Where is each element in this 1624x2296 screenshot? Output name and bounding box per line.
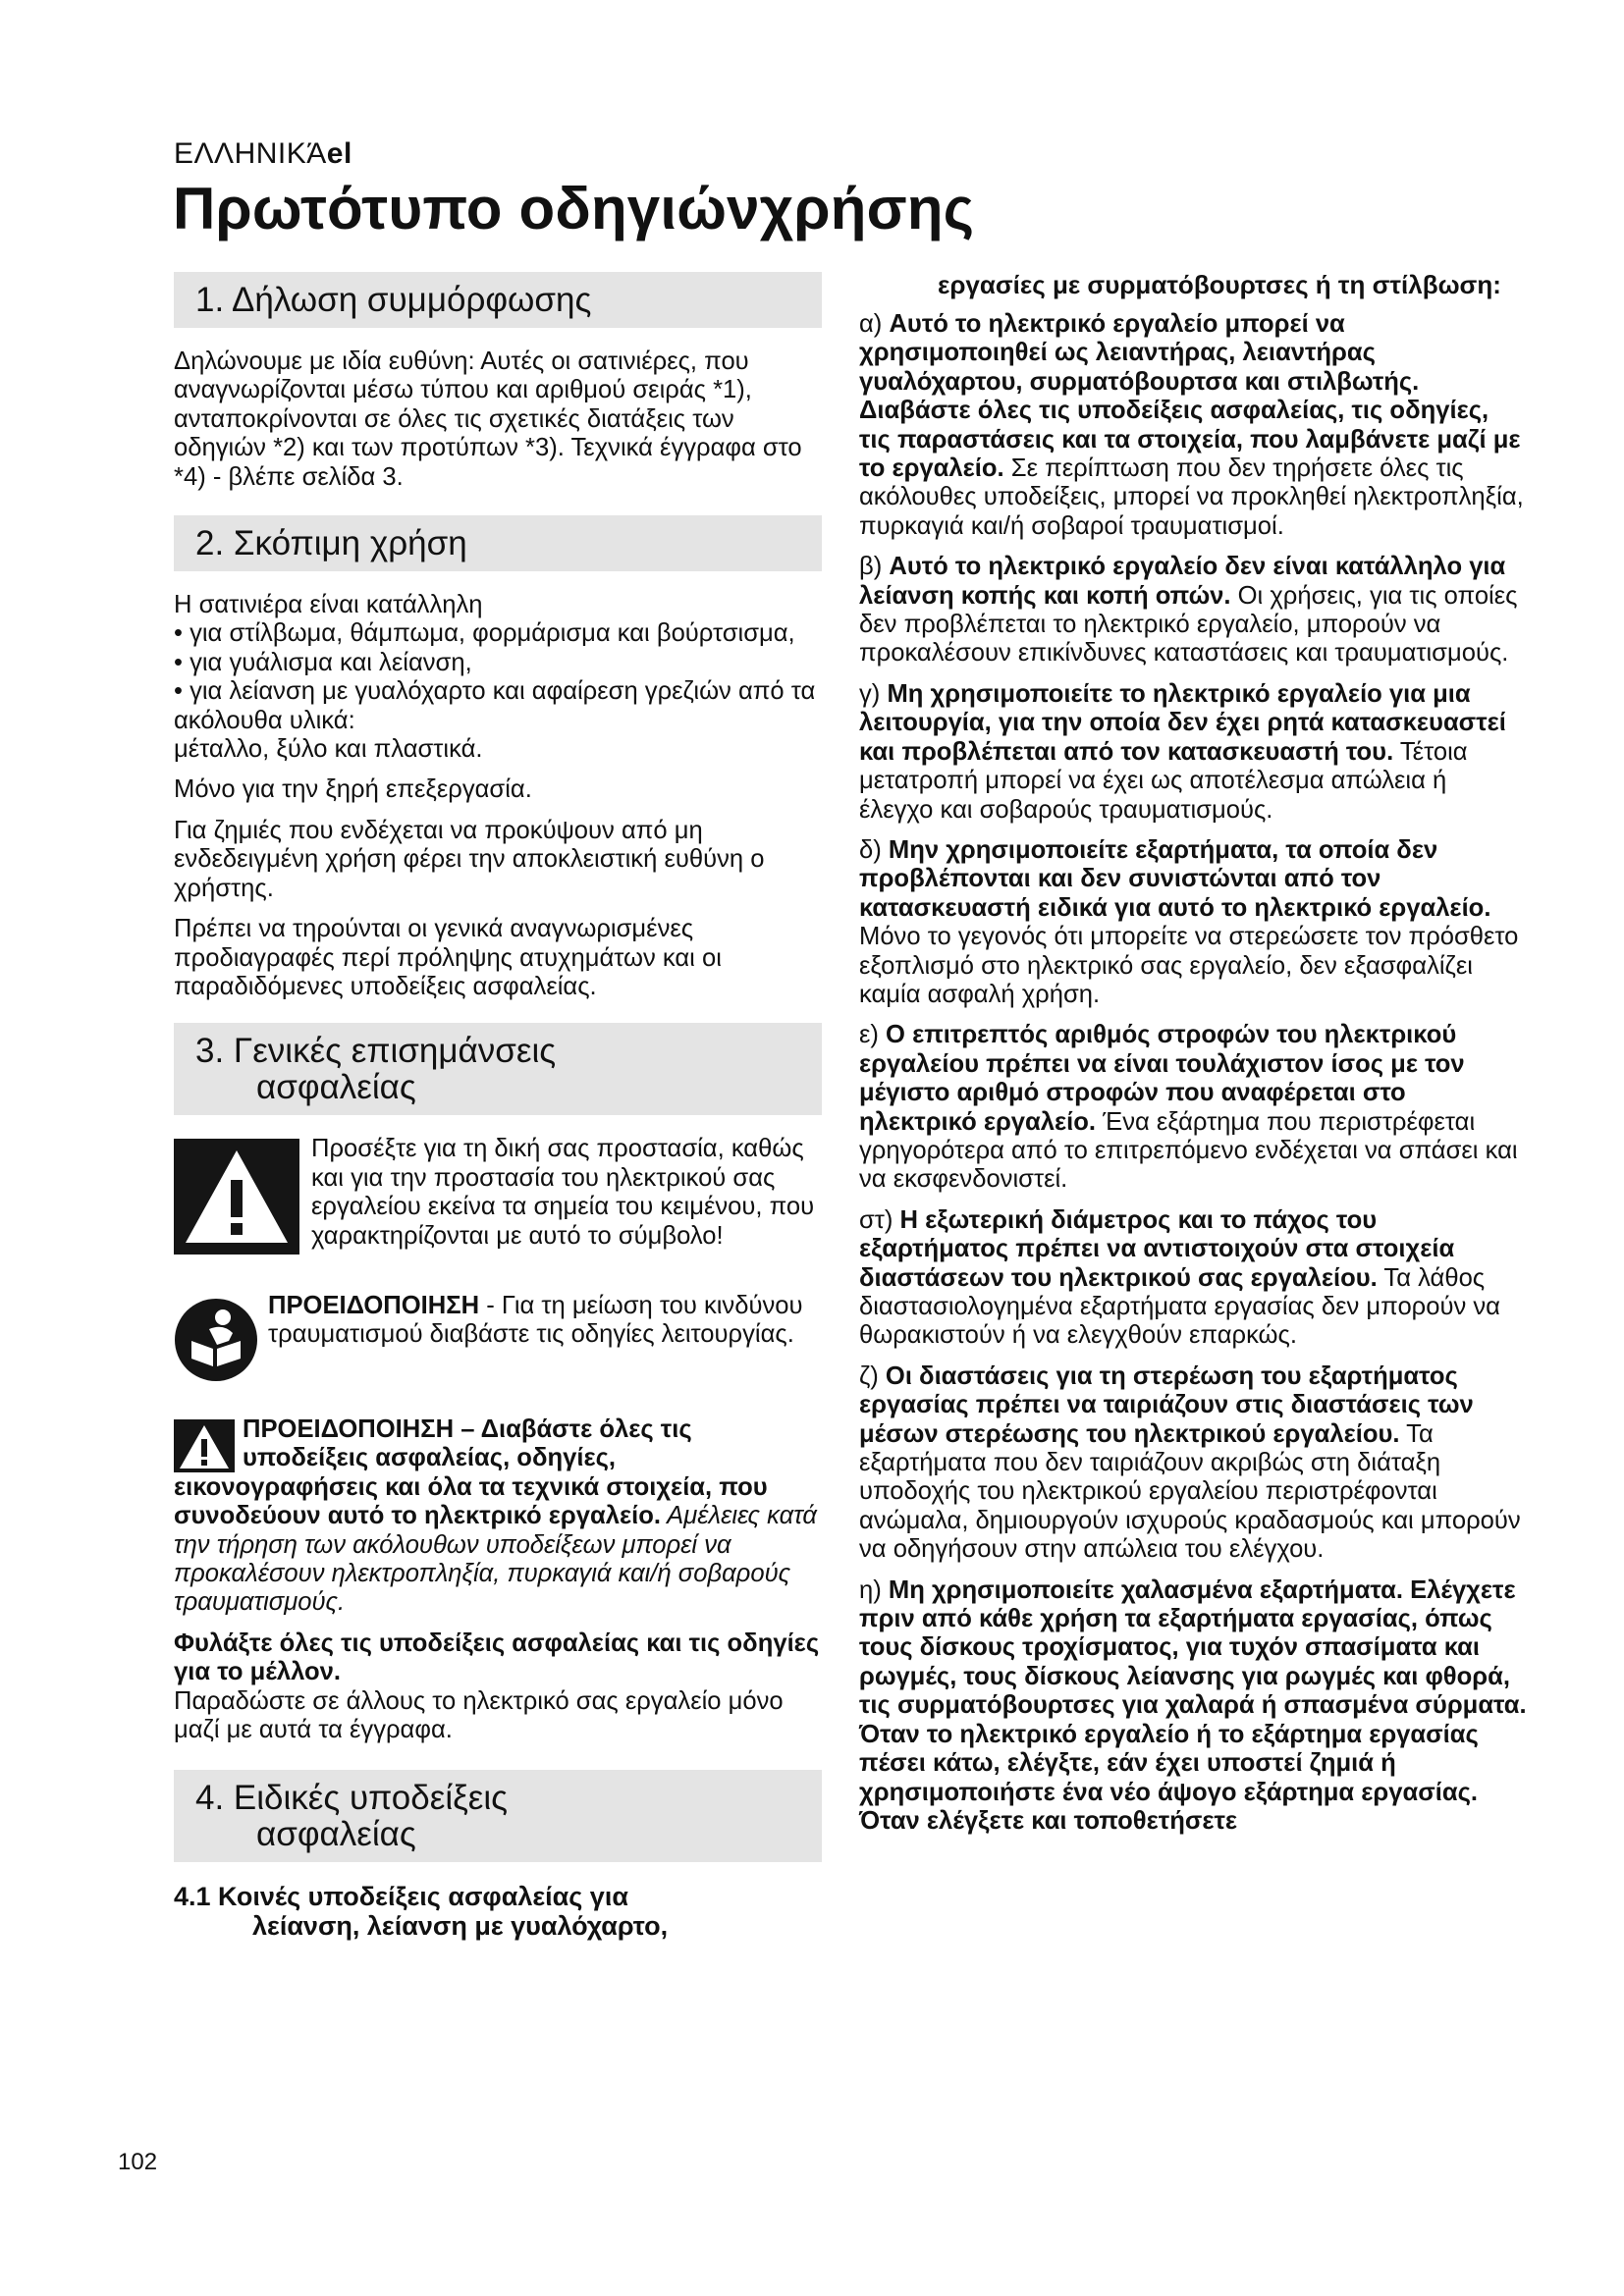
usage-line-3: • για γυάλισμα και λείανση,	[174, 648, 472, 676]
read-manual-text: ΠΡΟΕΙΔΟΠΟΙΗΣΗ - Για τη μείωση του κινδύνου τραυματισμού διαβάστε τις οδηγίες λειτουργίας.	[268, 1291, 803, 1349]
accident-prevention-text: Πρέπει να τηρούνται οι γενικά αναγνωρισμένες προδιαγραφές περί πρόληψης ατυχημάτων και οι παραδιδόμενες υποδείξεις ασφαλείας.	[174, 915, 722, 1000]
document-title: Πρωτότυπο οδηγιώνχρήσης	[173, 176, 975, 241]
item-g: ζ) Οι διαστάσεις για τη στερέωση του εξαρτήματος εργασίας πρέπει να ταιριάζουν στις διαστάσεις των μέσων στερέωσης του ηλεκτρικού εργαλείου. Τα εξαρτήματα που δεν ταιριάζουν ακριβώς στη διάταξη υποδοχής του ηλεκτρικού εργαλείου περιστρέφονται ανώμαλα, δημιουργούν ισχυρούς κραδασμούς και μπορούν να οδηγήσουν στην απώλεια του ελέγχου.	[859, 1362, 1521, 1564]
warning-note	[174, 1415, 822, 1618]
read-manual-note	[174, 1292, 822, 1388]
keep-instructions-text: Παραδώστε σε άλλους το ηλεκτρικό σας εργαλείο μόνο μαζί με αυτά τα έγγραφα.	[174, 1686, 784, 1743]
dry-only-text: Μόνο για την ξηρή επεξεργασία.	[174, 775, 532, 804]
language-label: ΕΛΛΗΝΙΚΆel	[174, 137, 352, 170]
section-1-heading: 1. Δήλωση συμμόρφωσης	[174, 272, 822, 328]
item-f: στ) Η εξωτερική διάμετρος και το πάχος του εξαρτήματος πρέπει να αντιστοιχούν στα στοιχεία διαστάσεων του ηλεκτρικού σας εργαλείου. Τα λάθος διαστασιολογημένα εξαρτήματα εργασίας δεν μπορούν να θωρακιστούν ή να ελεγχθούν επαρκώς.	[859, 1205, 1500, 1350]
warning-note-text: ΠΡΟΕΙΔΟΠΟΙΗΣΗ – Διαβάστε όλες τις υποδείξεις ασφαλείας, οδηγίες, εικονογραφήσεις και όλα τα τεχνικά στοιχεία, που συνοδεύουν αυτό το ηλεκτρικό εργαλείο. Αμέλειες κατά την τήρηση των ακόλουθων υποδείξεων μπορεί να προκαλέσουν ηλεκτροπληξία, πυρκαγιά και/ή σοβαρούς τραυματισμούς.	[174, 1415, 818, 1617]
item-b: β) Αυτό το ηλεκτρικό εργαλείο δεν είναι κατάλληλο για λείανση κοπής και κοπή οπών. Οι χρήσεις, για τις οποίες δεν προβλέπεται το ηλεκτρικό εργαλείο, μπορούν να προκαλέσουν επικίνδυνες καταστάσεις και τραυματισμούς.	[859, 553, 1518, 667]
read-manual-icon	[174, 1298, 258, 1382]
section-4-heading: 4. Ειδικές υποδείξεις ασφαλείας	[174, 1770, 822, 1862]
item-e: ε) Ο επιτρεπτός αριθμός στροφών του ηλεκτρικού εργαλείου πρέπει να είναι τουλάχιστον ίσος με τον μέγιστο αριθμό στροφών που αναφέρεται στο ηλεκτρικό εργαλείο. Ένα εξάρτημα που περιστρέφεται γρηγορότερα από το επιτρεπόμενο ενδέχεται να σπάσει και να εκσφενδονιστεί.	[859, 1021, 1518, 1194]
symbol-note-text: Προσέξτε για τη δική σας προστασία, καθώς και για την προστασία του ηλεκτρικού σας εργαλείου εκείνα τα σημεία του κειμένου, που χαρακτηρίζονται με αυτό το σύμβολο!	[311, 1135, 815, 1250]
subsection-4-1-continued: εργασίες με συρματόβουρτσες ή τη στίλβωση:	[938, 270, 1501, 299]
liability-text: Για ζημιές που ενδέχεται να προκύψουν από μη ενδεδειγμένη χρήση φέρει την αποκλειστική ευθύνη ο χρήστης.	[174, 816, 765, 902]
usage-line-5: μέταλλο, ξύλο και πλαστικά.	[174, 735, 483, 764]
section-1-text: Δηλώνουμε με ιδία ευθύνη: Αυτές οι σατινιέρες, που αναγνωρίζονται μέσω τύπου και αριθμού σειράς *1), ανταποκρίνονται σε όλες τις σχετικές διατάξεις των οδηγιών *2) και των προτύπων *3). Τεχνικά έγγραφα στο *4) - βλέπε σελίδα 3.	[174, 347, 802, 491]
small-warning-triangle-icon	[174, 1419, 235, 1472]
keep-instructions-bold: Φυλάξτε όλες τις υποδείξεις ασφαλείας και τις οδηγίες για το μέλλον.	[174, 1629, 820, 1686]
symbol-note	[174, 1135, 822, 1262]
item-c: γ) Μη χρησιμοποιείτε το ηλεκτρικό εργαλείο για μια λειτουργία, για την οποία δεν έχει ρητά κατασκευαστεί και προβλέπεται από τον κατασκευαστή του. Τέτοια μετατροπή μπορεί να έχει ως αποτέλεσμα απώλεια ή έλεγχο και σοβαρούς τραυματισμούς.	[859, 679, 1506, 824]
warning-triangle-icon	[174, 1139, 299, 1255]
right-column	[859, 272, 1527, 1847]
usage-line-4: • για λείανση με γυαλόχαρτο και αφαίρεση γρεζιών από τα ακόλουθα υλικά:	[174, 677, 816, 734]
section-3-heading: 3. Γενικές επισημάνσεις ασφαλείας	[174, 1023, 822, 1115]
item-d: δ) Μην χρησιμοποιείτε εξαρτήματα, τα οποία δεν προβλέπονται και δεν συνιστώνται από τον κατασκευαστή ειδικά για αυτό το ηλεκτρικό εργαλείο. Μόνο το γεγονός ότι μπορείτε να στερεώσετε τον πρόσθετο εξοπλισμό στο ηλεκτρικό σας εργαλείο, δεν εξασφαλίζει καμία ασφαλή χρήση.	[859, 835, 1519, 1008]
usage-line-2: • για στίλβωμα, θάμπωμα, φορμάρισμα και βούρτσισμα,	[174, 619, 795, 648]
item-h: η) Μη χρησιμοποιείτε χαλασμένα εξαρτήματα. Ελέγχετε πριν από κάθε χρήση τα εξαρτήματα εργασίας, όπως τους δίσκους τροχίσματος, για τυχόν σπασίματα και ρωγμές, τους δίσκους λείανσης για ρωγμές και φθορά, τις συρματόβουρτσες για χαλαρά ή σπασμένα σύρματα. Όταν το ηλεκτρικό εργαλείο ή το εξάρτημα εργασίας πέσει κάτω, ελέγξτε, εάν έχει υποστεί ζημιά ή χρησιμοποιήστε ένα νέο άψογο εξάρτημα εργασίας. Όταν ελέγξετε και τοποθετήσετε	[859, 1575, 1527, 1835]
usage-line-1: Η σατινιέρα είναι κατάλληλη	[174, 591, 483, 619]
left-column	[174, 272, 822, 1941]
subsection-4-1-heading: 4.1 Κοινές υποδείξεις ασφαλείας για λείανση, λείανση με γυαλόχαρτο,	[174, 1882, 669, 1942]
language-code: el	[326, 137, 352, 170]
item-a: α) Αυτό το ηλεκτρικό εργαλείο μπορεί να χρησιμοποιηθεί ως λειαντήρας, λειαντήρας γυαλόχαρτου, συρματόβουρτσα και στιλβωτής. Διαβάστε όλες τις υποδείξεις ασφαλείας, τις οδηγίες, τις παραστάσεις και τα στοιχεία, που λαμβάνετε μαζί με το εργαλείο. Σε περίπτωση που δεν τηρήσετε όλες τις ακόλουθες υποδείξεις, μπορεί να προκληθεί ηλεκτροπληξία, πυρκαγιά και/ή σοβαροί τραυματισμοί.	[859, 310, 1524, 540]
page-number: 102	[118, 2149, 158, 2175]
section-2-heading: 2. Σκόπιμη χρήση	[174, 515, 822, 571]
